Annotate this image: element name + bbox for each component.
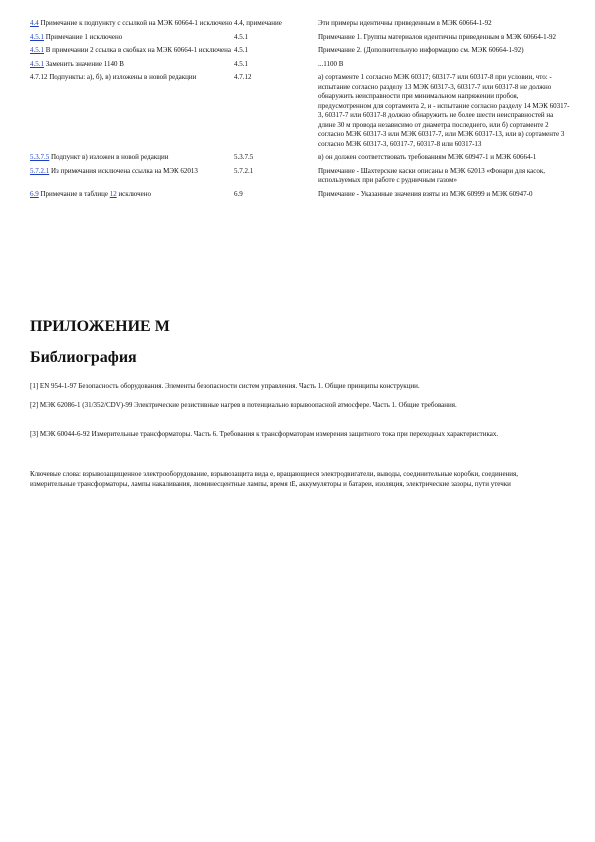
table-row [30, 73, 570, 153]
replacement-text: Эти примеры идентичны приведенным в МЭК 60664-1-92 [318, 19, 492, 27]
table-row [30, 190, 570, 204]
table-link[interactable]: 12 [109, 189, 117, 198]
change-text: Примечание 1 исключено [44, 32, 123, 41]
change-text: Заменить значение 1140 В [44, 59, 124, 68]
clause-ref: 4.7.12 [234, 73, 252, 81]
change-text: Примечание к подпункту с ссылкой на МЭК 60664-1 исключено [38, 19, 233, 27]
replacement-text: Примечание - Шахтерские каски описаны в МЭК 62013 «Фонари для касок, используемых при работе с рудничным газом» [318, 166, 546, 184]
replacement-text: а) сортаменте 1 согласно МЭК 60317; 60317-7 или 60317-8 при условии, что: - испытание согласно разделу 13 МЭК 60317-3, 60317-7 или 60317-8 не должно обнаружить неисправности при минимальном напряжении пробоя, предусмотренном для сортамента 2, и - испытание согласно разделу 14 МЭК 60317-3, 60317-7 или 60317-8 должно обнаружить не более шести неисправностей на длине 30 м провода независимо от диаметра последнего, или б) сортаменте 2 согласно МЭК 60317-3 или МЭК 60317-7, или МЭК 60317-13, или в) сортаменте 3 согласно МЭК 60317-3, 60317-7, 60317-8 или 60317-13 [318, 73, 570, 148]
change-text: Из примечания исключена ссылка на МЭК 62013 [49, 166, 198, 175]
change-text: исключено [116, 189, 152, 198]
change-description [30, 153, 234, 167]
clause-ref: 4.5.1 [234, 59, 248, 68]
replacement-text: ...1100 В [318, 59, 344, 68]
bibliography-title: Библиография [30, 349, 137, 366]
clause-link[interactable]: 4.5.1 [30, 46, 44, 54]
clause-ref: 5.3.7.5 [234, 153, 254, 161]
change-description [30, 73, 234, 153]
change-text: В примечании 2 ссылка в скобках на МЭК 60664-1 исключена [44, 46, 232, 54]
reference-item: [1] EN 954-1-97 Безопасность оборудования. Элементы безопасности систем управления. Часть 1. Общие принципы конструкции. [30, 382, 420, 390]
clause-link[interactable]: 4.5.1 [30, 59, 44, 68]
keywords-paragraph: Ключевые слова: взрывозащищенное электрооборудование, взрывозащита вида e, вращающиеся электродвигатели, выводы, соединительные коробки, соединения, измерительные трансформаторы, лампы накаливания, люминесцентные лампы, время tE, аккумуляторы и батареи, изоляция, электрические зазоры, пути утечки [30, 470, 519, 488]
table-row [30, 167, 570, 190]
clause-link[interactable]: 5.3.7.5 [30, 153, 50, 161]
change-text: 4.7.12 Подпункты: а), б), в) изложены в новой редакции [30, 73, 197, 81]
clause-link[interactable]: 4.5.1 [30, 32, 44, 41]
replacement-text: Примечание 1. Группы материалов идентичны приведенным в МЭК 60664-1-92 [318, 32, 557, 41]
change-description [30, 33, 234, 47]
clause-link[interactable]: 6.9 [30, 189, 39, 198]
clause-ref: 4.5.1 [234, 32, 248, 41]
change-text: Примечание в таблице [38, 189, 110, 198]
table-row [30, 33, 570, 47]
replacement-text: Примечание - Указанные значения взяты из МЭК 60999 и МЭК 60947-0 [318, 189, 533, 198]
reference-item: [3] МЭК 60044-6-92 Измерительные трансформаторы. Часть 6. Требования к трансформаторам измерения защитного тока при переходных характеристиках. [30, 430, 499, 438]
clause-ref: 4.4, примечание [234, 19, 282, 27]
appendix-title: ПРИЛОЖЕНИЕ М [30, 318, 170, 335]
clause-link[interactable]: 5.7.2.1 [30, 166, 50, 175]
replacement-text: в) он должен соответствовать требованиям МЭК 60947-1 и МЭК 60664-1 [318, 153, 537, 161]
replacement-text: Примечание 2. (Дополнительную информацию см. МЭК 60664-1-92) [318, 46, 524, 54]
clause-ref: 6.9 [234, 189, 243, 198]
clause-ref: 4.5.1 [234, 46, 248, 54]
clause-link[interactable]: 4.4 [30, 19, 39, 27]
changes-table [30, 19, 570, 203]
change-text: Подпункт в) изложен в новой редакции [49, 153, 169, 161]
table-row [30, 60, 570, 74]
table-row [30, 153, 570, 167]
change-description [30, 60, 234, 74]
table-row [30, 46, 570, 60]
change-description [30, 46, 234, 60]
reference-item: [2] МЭК 62086-1 (31/352/CDV)-99 Электрические резистивные нагрев в потенциально взрывоопасной атмосфере. Часть 1. Общие требования. [30, 401, 457, 409]
change-description [30, 190, 234, 204]
table-row [30, 19, 570, 33]
change-description [30, 19, 234, 33]
clause-ref: 5.7.2.1 [234, 166, 254, 175]
change-description [30, 167, 234, 190]
